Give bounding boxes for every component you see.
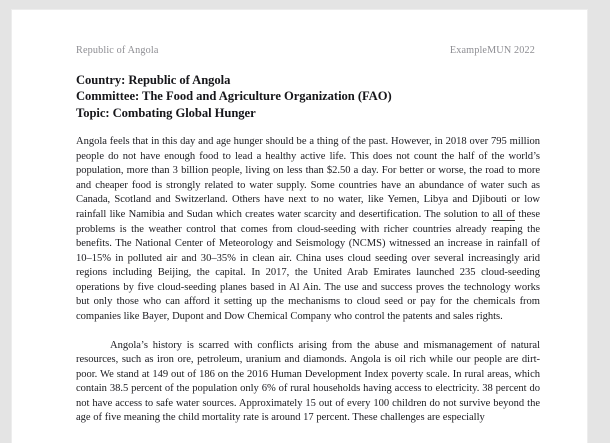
paragraph-one-text-before-mark: Angola feels that in this day and age hunger should be a thing of the past. However, in 2018 over 795 million people do not have enough food to lead a healthy active life. This does not count the half of the world’s population, more than 3 billion people, living on less than $2.50 a day. For better or worse, the road to more and cheaper food is strongly related to water supply. Some countries have an abundance of water such as Canada, Scotland and Switzerland. Others have next to no water, like Yemen, Libya and Djibouti or low rainfall like Namibia and Sudan which creates water scarcity and desertification. The solution to	[76, 136, 540, 220]
heading-topic: Topic: Combating Global Hunger	[76, 105, 256, 120]
document-page	[12, 10, 587, 443]
heading-committee: Committee: The Food and Agriculture Organization (FAO)	[76, 89, 392, 104]
running-header	[12, 10, 587, 56]
paragraph-two: Angola’s history is scarred with conflicts arising from the abuse and mismanagement of natural resources, such as iron ore, petroleum, uranium and diamonds. Angola is oil rich while our people are dirt-poor. We stand at 149 out of 186 on the 2016 Human Development Index poverty scale. In rural areas, which contain 38.5 percent of the population only 6% of rural households having access to electricity. 38 percent do not have access to safe water sources. Approximately 15 out of every 100 children do not survive beyond the age of five meaning the child mortality rate is around 17 percent. These challenges are especially	[76, 339, 540, 424]
document-body	[76, 72, 540, 426]
header-right-text: ExampleMUN 2022	[449, 45, 535, 56]
heading-country: Country: Republic of Angola	[76, 73, 231, 87]
paragraph-one	[76, 135, 540, 324]
paragraph-one-text-after-mark: these problems is the weather control that comes from cloud-seeding with richer countries already reaping the benefits. The National Center of Meteorology and Seismology (NCMS) witnessed an increase in rainfall of 10–15% in polluted air and 30–35% in clean air. China uses cloud seeding over several increasingly arid regions including Beijing, the capital. In 2017, the United Arab Emirates launched 235 cloud-seeding operations by five cloud-seeding planes based in Al Ain. The use and success proves the technology works but only those who can afford it setting up the mechanisms to cloud seed or pay for the chemicals from companies like Bayer, Dupont and Dow Chemical Company who control the patents and sales rights.	[76, 208, 540, 322]
header-left-text: Republic of Angola	[76, 45, 159, 56]
grammar-check-underline: all of	[492, 208, 516, 220]
heading-block	[76, 72, 540, 121]
